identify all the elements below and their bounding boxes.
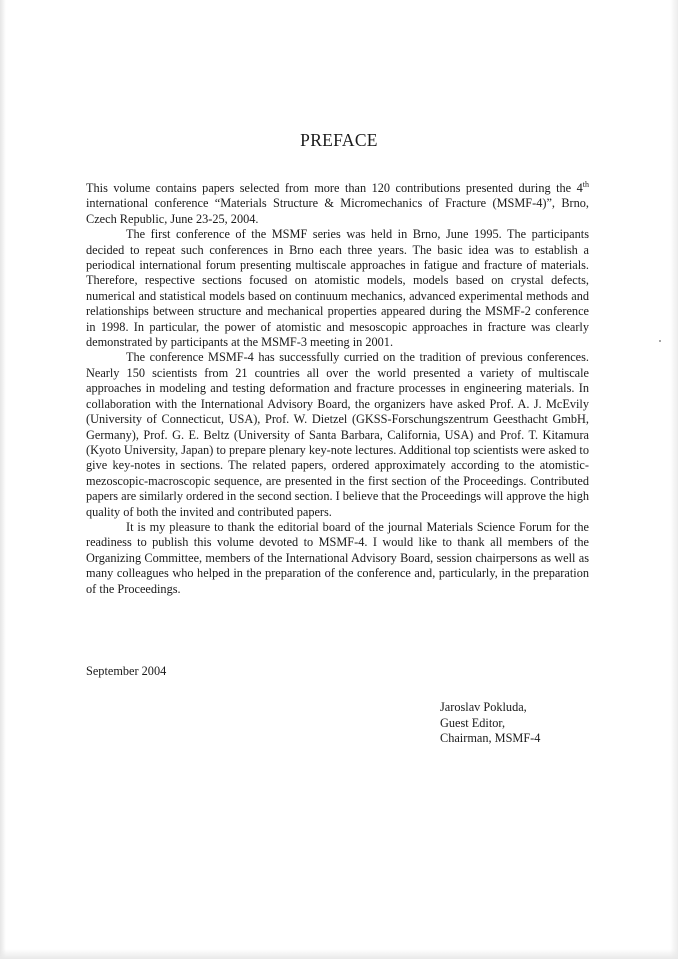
paragraph-intro-text-cont: international conference “Materials Structure & Micromechanics of Fracture (MSMF-4)”, Brno, Czech Republic, June 23-25, 2004. bbox=[86, 196, 589, 226]
signature-position: Chairman, MSMF-4 bbox=[440, 731, 541, 746]
signature-name: Jaroslav Pokluda, bbox=[440, 700, 527, 714]
paragraph-history: The first conference of the MSMF series was held in Brno, June 1995. The participants decided to repeat such conferences in Brno each three years. The basic idea was to establish a periodical international forum presenting multiscale approaches in fatigue and fracture of materials. Therefore, respective sections focused on atomistic models, models based on crystal defects, numerical and statistical models based on continuum mechanics, advanced experimental methods and relationships between structure and mechanical properties appeared during the MSMF-2 conference in 1998. In particular, the power of atomistic and mesoscopic approaches in fracture was clearly demonstrated by participants at the MSMF-3 meeting in 2001. bbox=[86, 227, 589, 350]
signature-block bbox=[440, 700, 540, 747]
scan-edge-bottom bbox=[0, 949, 678, 959]
paragraph-intro-text: This volume contains papers selected from more than 120 contributions presented during the 4 bbox=[86, 181, 583, 195]
page-title: PREFACE bbox=[300, 130, 378, 150]
preface-body bbox=[86, 181, 589, 597]
paragraph-conference: The conference MSMF-4 has successfully curried on the tradition of previous conferences. Nearly 150 scientists from 21 countries all over the world presented a variety of multiscale approaches in modeling and testing deformation and fracture processes in engineering materials. In collaboration with the International Advisory Board, the organizers have asked Prof. A. J. McEvily (University of Connecticut, USA), Prof. W. Dietzel (GKSS-Forschungszentrum Geesthacht GmbH, Germany), Prof. G. E. Beltz (University of Santa Barbara, California, USA) and Prof. T. Kitamura (Kyoto University, Japan) to prepare plenary key-note lectures. Additional top scientists were asked to give key-notes in sections. The related papers, ordered approximately according to the atomistic-mezoscopic-macroscopic sequence, are presented in the first section of the Proceedings. Contributed papers are similarly ordered in the second section. I believe that the Proceedings will approve the high quality of both the invited and contributed papers. bbox=[86, 350, 589, 519]
preface-date: September 2004 bbox=[86, 664, 167, 678]
paragraph-thanks: It is my pleasure to thank the editorial board of the journal Materials Science Forum for the readiness to publish this volume devoted to MSMF-4. I would like to thank all members of the Organizing Committee, members of the International Advisory Board, session chairpersons as well as many colleagues who helped in the preparation of the conference and, particularly, in the preparation of the Proceedings. bbox=[86, 519, 589, 596]
superscript-th: th bbox=[582, 179, 589, 189]
paragraph-intro bbox=[86, 181, 589, 227]
scan-speck bbox=[659, 340, 661, 342]
signature-role: Guest Editor, bbox=[440, 715, 506, 730]
